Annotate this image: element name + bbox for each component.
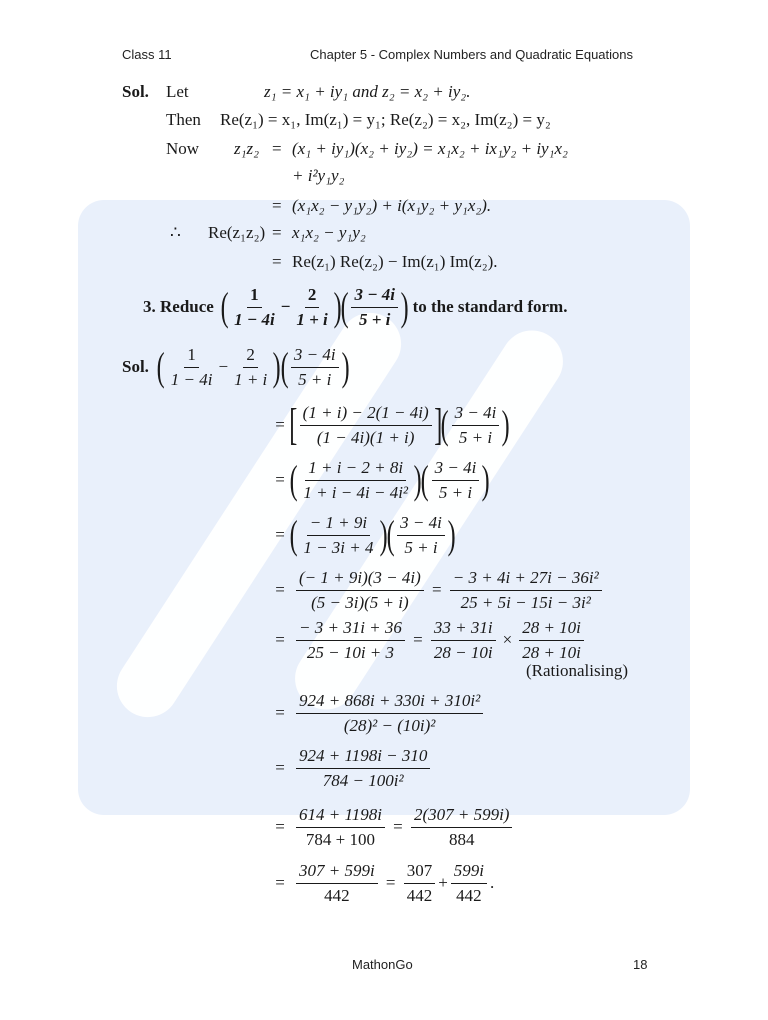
right-paren: ): [400, 284, 409, 329]
step-4: [270, 565, 605, 615]
equals-sign: =: [275, 703, 285, 722]
step-6: [270, 688, 486, 738]
step-1: [270, 400, 510, 450]
re-rhs-line2: Re(z₁) Re(z₂) − Im(z₁) Im(z₂).: [292, 252, 498, 271]
left-paren: (: [280, 344, 289, 389]
times-sign: ×: [502, 630, 513, 649]
fraction: $\frac{2}{1 + i}$: [234, 344, 268, 389]
equals-sign: =: [275, 415, 285, 434]
re-rhs-line1: x₁x₂ − y₁y₂: [292, 223, 366, 242]
problem-verb: Reduce: [160, 297, 214, 316]
equals-sign: =: [275, 525, 285, 544]
equals-sign: =: [275, 758, 285, 777]
right-paren: ): [272, 344, 281, 389]
right-paren: ): [482, 457, 491, 502]
equals-sign: =: [275, 580, 285, 599]
re-lhs: Re(z₁z₂): [208, 223, 266, 242]
step-9: [270, 858, 494, 908]
right-paren: ): [447, 512, 456, 557]
fraction: $\frac{3 - 4i}{5 + i}$: [351, 285, 398, 330]
equals-sign: =: [275, 470, 285, 489]
fraction: $\frac{(1 + i) - 2(1 - 4i)}{(1 - 4i)(1 + i)}$: [300, 403, 432, 448]
fraction: $\frac{3 - 4i}{5 + i}$: [432, 458, 480, 503]
left-paren: (: [440, 402, 449, 447]
step-3: [270, 510, 455, 560]
solution-3-start: [122, 342, 349, 392]
equals-sign: =: [393, 817, 403, 836]
equals-sign: =: [275, 630, 285, 649]
then-label: Then: [166, 110, 201, 129]
fraction: $\frac{599i}{442}$: [451, 861, 487, 906]
right-bracket: ]: [433, 400, 443, 449]
sol-label-prev: Sol.: [122, 82, 149, 101]
equals-sign: =: [385, 873, 396, 892]
now-rhs-line3: (x₁x₂ − y₁y₂) + i(x₁y₂ + y₁x₂).: [292, 196, 492, 215]
fraction: $\frac{- 1 + 9i}{1 - 3i + 4}$: [303, 512, 374, 557]
minus-sign: −: [280, 297, 291, 316]
fraction: $\frac{614 + 1198i}{784 + 100}$: [296, 805, 385, 850]
fraction: $\frac{307 + 599i}{442}$: [296, 861, 378, 906]
fraction: $\frac{3 - 4i}{5 + i}$: [397, 513, 445, 558]
left-paren: (: [220, 284, 229, 329]
page-number: 18: [633, 957, 648, 972]
now-rhs-line1: (x₁ + iy₁)(x₂ + iy₂) = x₁x₂ + ix₁y₂ + iy₁x₂: [292, 139, 568, 158]
therefore-symbol: ∴: [170, 223, 181, 242]
equals-sign: =: [272, 252, 282, 271]
equals-sign: =: [272, 223, 282, 242]
right-paren: ): [413, 457, 422, 502]
right-paren: ): [341, 344, 350, 389]
left-paren: (: [289, 512, 298, 557]
fraction: $\frac{33 + 31i}{28 - 10i}$: [431, 618, 496, 663]
fraction: $\frac{3 - 4i}{5 + i}$: [452, 403, 500, 448]
equals-sign: =: [413, 630, 423, 649]
right-paren: ): [379, 512, 388, 557]
fraction: $\frac{307}{442}$: [404, 861, 436, 906]
left-paren: (: [157, 344, 166, 389]
now-lhs: z₁z₂: [234, 139, 260, 158]
step-2: [270, 455, 490, 505]
equals-sign: =: [275, 873, 285, 892]
fraction: $\frac{924 + 1198i - 310}{\text{784 − 100i²}}$: [296, 746, 430, 791]
right-paren: ): [502, 402, 511, 447]
period: .: [490, 873, 495, 892]
step-8: [270, 802, 515, 852]
left-paren: (: [386, 512, 395, 557]
let-expression: z₁ = x₁ + iy₁ and z₂ = x₂ + iy₂.: [264, 82, 471, 101]
fraction: $\frac{28 + 10i}{28 + 10i}$: [519, 618, 584, 663]
left-paren: (: [421, 457, 430, 502]
step-7: [270, 743, 433, 793]
header-class-label: Class 11: [122, 47, 172, 62]
fraction: $\frac{\text{− 3 + 4i + 27i − 36i²}}{\text{25 + 5i − 15i − 3i²}}$: [450, 568, 602, 613]
problem-number: 3.: [143, 297, 156, 316]
left-paren: (: [340, 284, 349, 329]
header-chapter-title: Chapter 5 - Complex Numbers and Quadratic Equations: [310, 47, 633, 62]
fraction: $\frac{1}{1 - 4i}$: [170, 344, 213, 389]
problem-3-statement: [143, 282, 567, 332]
fraction: $\frac{2}{1 + i}$: [296, 284, 328, 329]
now-label: Now: [166, 139, 200, 158]
rationalising-note: (Rationalising): [526, 661, 628, 680]
footer-brand: MathonGo: [352, 957, 413, 972]
equals-sign: =: [272, 139, 282, 158]
fraction: $\frac{2(307 + 599i)}{884}$: [411, 805, 513, 850]
right-paren: ): [333, 284, 342, 329]
left-paren: (: [289, 457, 298, 502]
step-5: [270, 615, 587, 665]
fraction: $\frac{1}{1 - 4i}$: [234, 284, 275, 329]
fraction: $\frac{3 - 4i}{5 + i}$: [291, 345, 339, 390]
equals-sign: =: [275, 817, 285, 836]
problem-tail: to the standard form.: [412, 297, 568, 316]
now-rhs-line2: + i²y₁y₂: [292, 166, 345, 185]
plus-sign: +: [438, 873, 448, 892]
fraction: $\frac{1 + i - 2 + 8i}{\text{1 + i − 4i − 4i²}}$: [303, 457, 409, 502]
sol-label: Sol.: [122, 357, 149, 376]
equals-sign: =: [431, 580, 442, 599]
fraction: $\frac{(- 1 + 9i)(3 - 4i)}{(5 - 3i)(5 + i)}$: [296, 568, 424, 613]
equals-sign: =: [272, 196, 282, 215]
minus-sign: −: [218, 357, 229, 376]
let-label: Let: [166, 82, 189, 101]
fraction: $\frac{- 3 + 31i + 36}{25 - 10i + 3}$: [296, 618, 405, 663]
then-expression: Re(z₁) = x₁, Im(z₁) = y₁; Re(z₂) = x₂, Im(z₂) = y₂: [220, 110, 551, 129]
fraction: $\frac{\text{924 + 868i + 330i + 310i²}}{\text{(28)² − (10i)²}}$: [296, 691, 483, 736]
left-bracket: [: [289, 400, 298, 449]
